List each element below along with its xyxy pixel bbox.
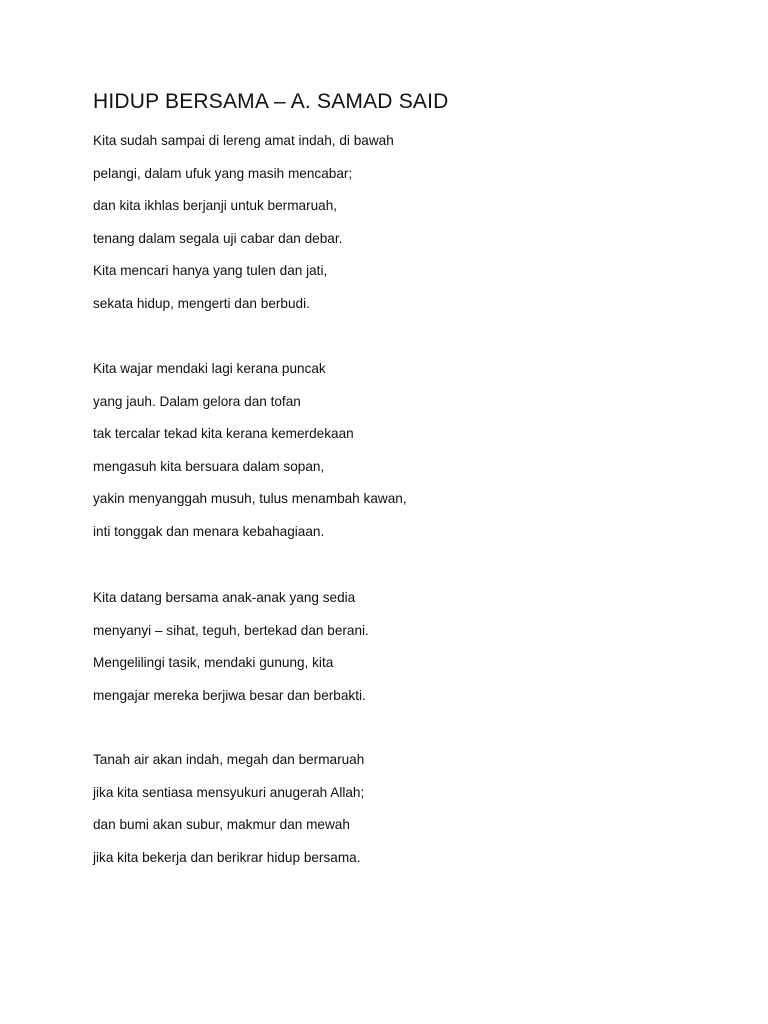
poem-line: yang jauh. Dalam gelora dan tofan (93, 393, 301, 409)
poem-line: Mengelilingi tasik, mendaki gunung, kita (93, 655, 334, 671)
stanza-1 (93, 132, 394, 328)
poem-line: tenang dalam segala uji cabar dan debar. (93, 230, 343, 246)
stanza-4 (93, 751, 364, 881)
poem-line: tak tercalar tekad kita kerana kemerdekaan (93, 426, 354, 442)
poem-line: mengajar mereka berjiwa besar dan berbakti. (93, 687, 366, 703)
poem-line: Kita sudah sampai di lereng amat indah, di bawah (93, 133, 394, 148)
poem-line: Kita wajar mendaki lagi kerana puncak (93, 361, 326, 376)
poem-line: jika kita bekerja dan berikrar hidup bersama. (93, 849, 361, 865)
poem-line: jika kita sentiasa mensyukuri anugerah Allah; (93, 784, 365, 800)
stanza-2 (93, 360, 407, 556)
stanza-3 (93, 589, 369, 719)
poem-line: yakin menyanggah musuh, tulus menambah kawan, (93, 491, 407, 507)
poem-line: Kita datang bersama anak-anak yang sedia (93, 590, 356, 605)
poem-line: pelangi, dalam ufuk yang masih mencabar; (93, 165, 353, 181)
poem-line: sekata hidup, mengerti dan berbudi. (93, 295, 310, 311)
poem-title: HIDUP BERSAMA – A. SAMAD SAID (93, 90, 449, 113)
poem-line: inti tonggak dan menara kebahagiaan. (93, 523, 325, 539)
poem-line: Tanah air akan indah, megah dan bermaruah (93, 752, 365, 767)
poem-line: dan bumi akan subur, makmur dan mewah (93, 817, 350, 833)
poem-line: Kita mencari hanya yang tulen dan jati, (93, 263, 328, 279)
poem-line: dan kita ikhlas berjanji untuk bermaruah, (93, 198, 338, 214)
poem-line: menyanyi – sihat, teguh, bertekad dan berani. (93, 622, 369, 638)
poem-line: mengasuh kita bersuara dalam sopan, (93, 458, 325, 474)
